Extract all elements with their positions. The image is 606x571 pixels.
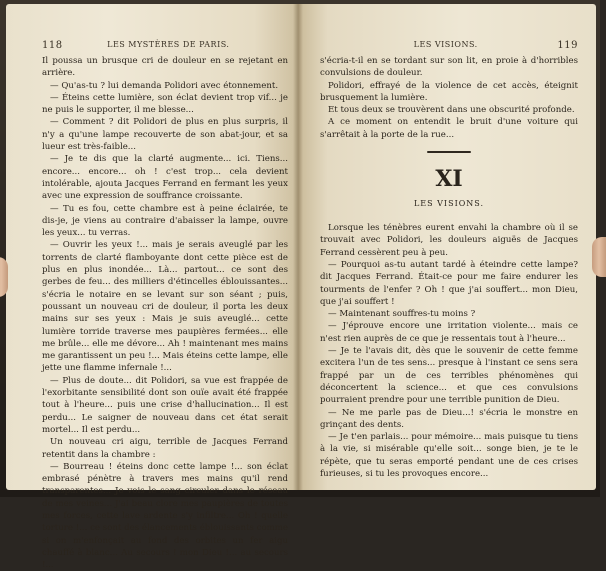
paragraph: — Bourreau ! éteins donc cette lampe !... son éclat embrasé pénètre à travers mes mains qu'il rend transparentes... Je vois le sang circuler dans le réseau de mes veines... J'ai beau clore mes paupières de toutes mes forces, cette lave ardente s'y infiltre... Oh ! quelle torture !... ce sont des élancements éblouissants comme si on m'enfonçait au fond des orbites un fer aigu chauffé à blanc... Au secours ! mon Dieu !... au secours !... xyxy=(42,461,288,571)
paragraph: — Je te dis que la clarté augmente... ici. Tiens... encore... encore... oh ! c'est trop... cela devient intolérable, ajouta Jacques Ferrand en fermant les yeux avec une expression de souffrance croissante. xyxy=(42,154,288,202)
paragraph: — Ouvrir les yeux !... mais je serais aveuglé par les torrents de clarté flamboyante dont cette pièce est de plus en plus inondée... Là... partout... ce sont des gerbes de feu... des milliers d'étincelles éblouissantes... s'écria le notaire en se levant sur son séant ; puis, poussant un nouveau cri de douleur, il porta les deux mains sur ses yeux : Mais je suis aveuglé... cette lumière torride traverse mes paupières fermées... elle me brûle... elle me dévore... Ah ! maintenant mes mains me garantissent un peu !... Mais éteins cette lampe, elle jette une flamme infernale !... xyxy=(42,240,288,374)
paragraph: — Je t'en parlais... pour mémoire... mais puisque tu tiens à la vie, si misérable qu'elle soit... songe bien, je te le répète, que tu seras emporté pendant une de ces crises furieuses, si tu les provoques encore... xyxy=(320,432,578,480)
paragraph: — Éteins cette lumière, son éclat devient trop vif... je ne puis le supporter, il me blesse... xyxy=(42,92,288,116)
left-running-title: LES MYSTÈRES DE PARIS. xyxy=(107,40,230,49)
section-rule xyxy=(427,151,471,153)
chapter-number: XI xyxy=(435,166,463,193)
paragraph: — Plus de doute... dit Polidori, sa vue est frappée de l'exorbitante sensibilité dont son ouïe avait été frappée tout à l'heure... puis une crise d'hallucination... Il est perdu... Le saigner de nouveau dans cet état serait mortel... Il est perdu... xyxy=(42,375,288,435)
left-running-head xyxy=(42,40,288,51)
right-thumb xyxy=(592,237,606,277)
paragraph: Polidori, effrayé de la violence de cet accès, éteignit brusquement la lumière. xyxy=(320,80,578,103)
paragraph: Un nouveau cri aigu, terrible de Jacques Ferrand retentit dans la chambre : xyxy=(42,437,288,460)
right-running-title: LES VISIONS. xyxy=(413,40,478,49)
paragraph: — Ne me parle pas de Dieu...! s'écria le monstre en grinçant des dents. xyxy=(320,407,578,430)
book-gutter xyxy=(293,4,303,490)
paragraph: — Maintenant souffres-tu moins ? xyxy=(328,309,476,320)
paragraph: Lorsque les ténèbres eurent envahi la chambre où il se trouvait avec Polidori, les douleurs aiguës de Jacques Ferrand cessèrent peu à peu. xyxy=(320,223,578,258)
right-page xyxy=(298,4,596,490)
paragraph: A ce moment on entendit le bruit d'une voiture qui s'arrêtait à la porte de la rue... xyxy=(320,117,578,140)
paragraph: — Je te l'avais dit, dès que le souvenir de cette femme excitera l'un de tes sens... presque à l'instant ce sens sera frappé par un de ces terribles phénomènes qui déconcertent la science... et que ces convulsions pourraient prendre pour une terrible punition de Dieu. xyxy=(320,346,578,406)
open-book xyxy=(6,4,596,571)
left-thumb xyxy=(0,257,8,297)
chapter-title: LES VISIONS. xyxy=(413,199,485,209)
paragraph: Et tous deux se trouvèrent dans une obscurité profonde. xyxy=(328,105,575,116)
paragraph: — Pourquoi as-tu autant tardé à éteindre cette lampe? dit Jacques Ferrand. Était-ce pour me faire endurer les tourments de l'enfer ? Oh ! que j'ai souffert... mon Dieu, que j'ai souffert ! xyxy=(320,259,578,307)
paragraph: — Tu es fou, cette chambre est à peine éclairée, te dis-je, je viens au contraire d'abaisser la lampe, ouvre les yeux... tu verras. xyxy=(42,203,288,239)
paragraph: Il poussa un brusque cri de douleur en se rejetant en arrière. xyxy=(42,56,288,79)
paragraph: — J'éprouve encore une irritation violente... mais ce n'est rien auprès de ce que je ressentais tout à l'heure... xyxy=(320,321,578,344)
left-page-body xyxy=(42,55,288,571)
paragraph: — Comment ? dit Polidori de plus en plus surpris, il n'y a qu'une lampe recouverte de son abat-jour, et sa lueur est très-faible... xyxy=(42,117,288,153)
paragraph: s'écria-t-il en se tordant sur son lit, en proie à d'horribles convulsions de douleur. xyxy=(320,56,578,79)
right-running-head xyxy=(320,40,578,51)
left-page xyxy=(6,4,298,571)
left-page-number: 118 xyxy=(42,40,63,51)
right-page-body xyxy=(320,55,578,480)
paragraph: — Qu'as-tu ? lui demanda Polidori avec étonnement. xyxy=(50,80,279,91)
right-page-number: 119 xyxy=(557,40,578,51)
